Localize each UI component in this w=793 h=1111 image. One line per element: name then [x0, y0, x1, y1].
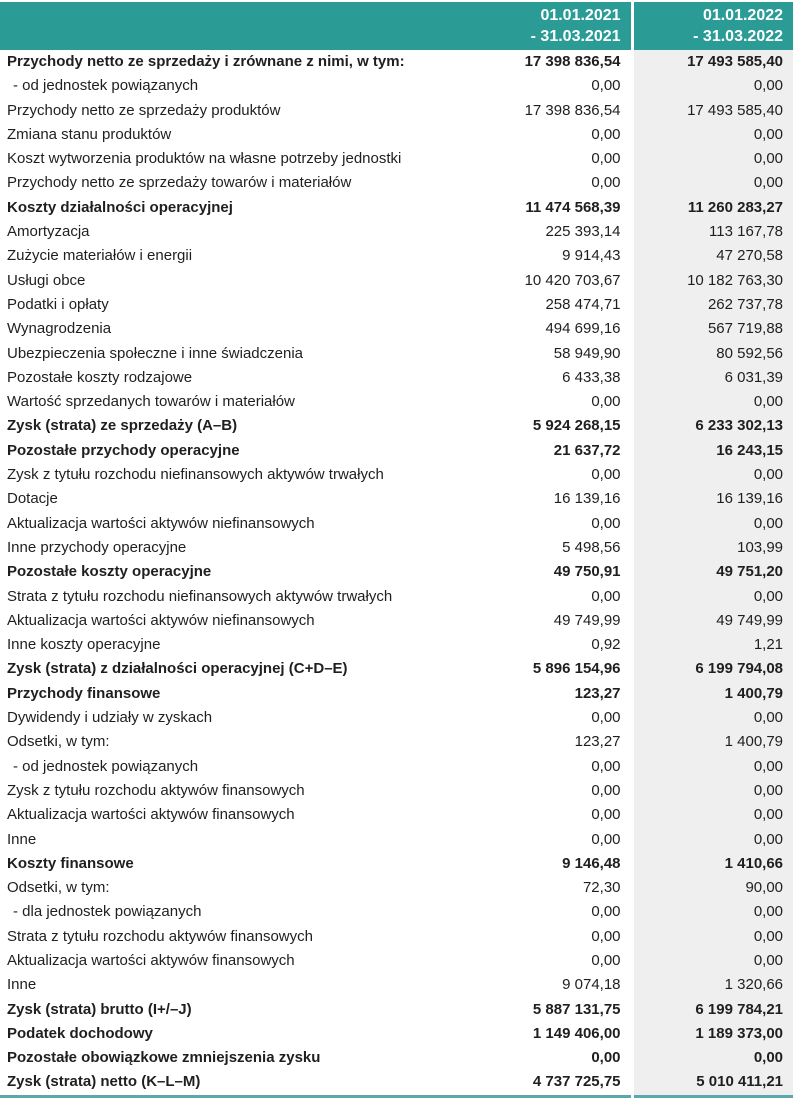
row-label: Inne — [7, 830, 37, 848]
row-label: Zysk z tytułu rozchodu niefinansowych aktywów trwałych — [7, 466, 384, 484]
value-2022: 11 260 283,27 — [632, 196, 793, 220]
value-2021: 16 139,16 — [553, 490, 621, 508]
row-label: - od jednostek powiązanych — [13, 77, 199, 95]
row-label: Odsetki, w tym: — [7, 879, 110, 897]
value-2021: 0,00 — [591, 514, 621, 532]
value-2021: 0,00 — [591, 125, 621, 143]
row-label: Przychody netto ze sprzedaży towarów i materiałów — [7, 174, 352, 192]
value-2022: 1 400,79 — [632, 682, 793, 706]
value-2021: 0,00 — [591, 466, 621, 484]
table-row — [0, 560, 793, 584]
value-2021: 4 737 725,75 — [532, 1073, 621, 1091]
value-2022: 0,00 — [632, 755, 793, 779]
value-2022: 16 243,15 — [632, 439, 793, 463]
period-2022-line1: 01.01.2022 — [702, 6, 784, 24]
value-2021: 5 924 268,15 — [532, 417, 621, 435]
row-label: Dywidendy i udziały w zyskach — [7, 709, 213, 727]
value-2021: 10 420 703,67 — [524, 271, 621, 289]
row-label: Pozostałe koszty operacyjne — [7, 563, 212, 581]
value-2022: 0,00 — [632, 585, 793, 609]
value-2022: 262 737,78 — [632, 293, 793, 317]
value-2022: 1,21 — [632, 633, 793, 657]
value-2022: 80 592,56 — [632, 342, 793, 366]
table-row — [0, 414, 793, 438]
table-row — [0, 755, 793, 779]
value-2022: 113 167,78 — [632, 220, 793, 244]
value-2022: 0,00 — [632, 900, 793, 924]
value-2021: 5 887 131,75 — [532, 1000, 621, 1018]
value-2022: 0,00 — [632, 512, 793, 536]
table-row — [0, 828, 793, 852]
table-row — [0, 682, 793, 706]
value-2022: 90,00 — [632, 876, 793, 900]
row-label: Przychody netto ze sprzedaży produktów — [7, 101, 281, 119]
period-2022-line2: - 31.03.2022 — [693, 27, 784, 45]
value-2021: 1 149 406,00 — [532, 1024, 621, 1042]
value-2021: 0,00 — [591, 709, 621, 727]
row-label: Pozostałe obowiązkowe zmniejszenia zysku — [7, 1049, 321, 1067]
row-label: Zysk (strata) z działalności operacyjnej (C+D–E) — [7, 660, 348, 678]
value-2021: 9 914,43 — [562, 247, 621, 265]
row-label: Ubezpieczenia społeczne i inne świadczenia — [7, 344, 304, 362]
table-row — [0, 293, 793, 317]
row-label: Zysk z tytułu rozchodu aktywów finansowych — [7, 781, 305, 799]
row-label: Zysk (strata) brutto (I+/–J) — [7, 1000, 192, 1018]
row-label: Podatek dochodowy — [7, 1024, 153, 1042]
value-2021: 0,00 — [591, 757, 621, 775]
value-2021: 21 637,72 — [553, 441, 621, 459]
row-label: Inne — [7, 976, 37, 994]
table-row — [0, 463, 793, 487]
row-label: Podatki i opłaty — [7, 295, 109, 313]
period-column-header-2022 — [632, 2, 793, 50]
row-label: - dla jednostek powiązanych — [13, 903, 202, 921]
value-2022: 6 199 794,08 — [632, 657, 793, 681]
value-2021: 225 393,14 — [545, 223, 621, 241]
value-2022: 49 749,99 — [632, 609, 793, 633]
profit-and-loss-table — [0, 2, 793, 1098]
value-2022: 0,00 — [632, 803, 793, 827]
value-2022: 0,00 — [632, 949, 793, 973]
value-2021: 11 474 568,39 — [525, 198, 621, 216]
table-row — [0, 269, 793, 293]
table-row — [0, 487, 793, 511]
table-row — [0, 609, 793, 633]
value-2022: 1 400,79 — [632, 730, 793, 754]
table-row — [0, 925, 793, 949]
table-row — [0, 196, 793, 220]
table-row — [0, 366, 793, 390]
value-2021: 49 750,91 — [553, 563, 621, 581]
value-2022: 0,00 — [632, 706, 793, 730]
table-row — [0, 512, 793, 536]
value-2022: 0,00 — [632, 779, 793, 803]
row-label: Zysk (strata) netto (K–L–M) — [7, 1073, 201, 1091]
value-2022: 10 182 763,30 — [632, 269, 793, 293]
table-row — [0, 779, 793, 803]
table-row — [0, 171, 793, 195]
row-label: Zysk (strata) ze sprzedaży (A–B) — [7, 417, 238, 435]
value-2021: 0,00 — [591, 150, 621, 168]
value-2021: 0,00 — [591, 174, 621, 192]
row-label: Pozostałe koszty rodzajowe — [7, 368, 193, 386]
row-label: Zużycie materiałów i energii — [7, 247, 193, 265]
value-2021: 0,00 — [591, 1049, 621, 1067]
table-row — [0, 99, 793, 123]
value-2021: 123,27 — [574, 684, 621, 702]
table-row — [0, 1070, 793, 1096]
value-2021: 72,30 — [582, 879, 621, 897]
value-2022: 5 010 411,21 — [632, 1070, 793, 1096]
table-row — [0, 342, 793, 366]
row-label: Wartość sprzedanych towarów i materiałów — [7, 393, 295, 411]
period-2021-line1: 01.01.2021 — [540, 6, 621, 24]
row-label: Strata z tytułu rozchodu aktywów finansowych — [7, 927, 313, 945]
row-label: Aktualizacja wartości aktywów finansowych — [7, 951, 295, 969]
table-row — [0, 220, 793, 244]
value-2022: 0,00 — [632, 390, 793, 414]
value-2022: 6 031,39 — [632, 366, 793, 390]
value-2022: 1 189 373,00 — [632, 1022, 793, 1046]
row-label: Przychody finansowe — [7, 684, 161, 702]
row-label: Aktualizacja wartości aktywów niefinansowych — [7, 514, 315, 532]
table-row — [0, 706, 793, 730]
table-row — [0, 50, 793, 74]
value-2022: 567 719,88 — [632, 317, 793, 341]
value-2021: 0,00 — [591, 587, 621, 605]
row-label: Inne koszty operacyjne — [7, 636, 161, 654]
table-row — [0, 1022, 793, 1046]
table-row — [0, 998, 793, 1022]
table-row — [0, 244, 793, 268]
header-row — [0, 2, 793, 50]
table-row — [0, 730, 793, 754]
table-row — [0, 390, 793, 414]
value-2021: 0,00 — [591, 903, 621, 921]
value-2022: 0,00 — [632, 925, 793, 949]
row-label: Pozostałe przychody operacyjne — [7, 441, 240, 459]
value-2021: 6 433,38 — [562, 368, 621, 386]
row-label: Koszty działalności operacyjnej — [7, 198, 233, 216]
value-2021: 58 949,90 — [553, 344, 621, 362]
value-2021: 0,00 — [591, 806, 621, 824]
row-label: Odsetki, w tym: — [7, 733, 110, 751]
value-2021: 0,00 — [591, 77, 621, 95]
table-row — [0, 439, 793, 463]
value-2021: 9 074,18 — [562, 976, 621, 994]
value-2022: 17 493 585,40 — [632, 50, 793, 74]
row-label: Dotacje — [7, 490, 58, 508]
table-row — [0, 803, 793, 827]
value-2021: 494 699,16 — [545, 320, 621, 338]
row-label: Zmiana stanu produktów — [7, 125, 172, 143]
value-2021: 0,92 — [591, 636, 621, 654]
table-row — [0, 876, 793, 900]
row-label: Koszty finansowe — [7, 854, 134, 872]
value-2022: 0,00 — [632, 123, 793, 147]
table-row — [0, 74, 793, 98]
value-2021: 17 398 836,54 — [524, 53, 621, 70]
table-row — [0, 657, 793, 681]
value-2021: 258 474,71 — [545, 295, 621, 313]
value-2021: 0,00 — [591, 393, 621, 411]
row-label: Usługi obce — [7, 271, 86, 289]
table-row — [0, 585, 793, 609]
table-body — [0, 50, 793, 1096]
row-label: Strata z tytułu rozchodu niefinansowych aktywów trwałych — [7, 587, 393, 605]
value-2021: 0,00 — [591, 830, 621, 848]
table-row — [0, 147, 793, 171]
value-2021: 9 146,48 — [562, 854, 621, 872]
table-row — [0, 973, 793, 997]
row-label: Aktualizacja wartości aktywów finansowych — [7, 806, 295, 824]
value-2022: 49 751,20 — [632, 560, 793, 584]
value-2022: 6 233 302,13 — [632, 414, 793, 438]
value-2022: 0,00 — [632, 74, 793, 98]
value-2021: 0,00 — [591, 951, 621, 969]
value-2022: 47 270,58 — [632, 244, 793, 268]
value-2022: 0,00 — [632, 147, 793, 171]
value-2022: 0,00 — [632, 463, 793, 487]
row-label: Aktualizacja wartości aktywów niefinansowych — [7, 611, 315, 629]
row-label: - od jednostek powiązanych — [13, 757, 199, 775]
row-label: Amortyzacja — [7, 223, 90, 241]
value-2022: 1 410,66 — [632, 852, 793, 876]
value-2022: 0,00 — [632, 828, 793, 852]
row-label: Wynagrodzenia — [7, 320, 112, 338]
table-row — [0, 1046, 793, 1070]
period-2021-line2: - 31.03.2021 — [530, 27, 621, 45]
period-column-header-2021 — [0, 2, 632, 50]
value-2021: 123,27 — [574, 733, 621, 751]
table-row — [0, 536, 793, 560]
value-2022: 6 199 784,21 — [632, 998, 793, 1022]
value-2021: 0,00 — [591, 927, 621, 945]
value-2021: 49 749,99 — [553, 611, 621, 629]
value-2022: 0,00 — [632, 1046, 793, 1070]
value-2022: 1 320,66 — [632, 973, 793, 997]
value-2021: 5 896 154,96 — [532, 660, 621, 678]
table-row — [0, 633, 793, 657]
value-2022: 16 139,16 — [632, 487, 793, 511]
value-2022: 0,00 — [632, 171, 793, 195]
table-row — [0, 123, 793, 147]
row-label: Koszt wytworzenia produktów na własne potrzeby jednostki — [7, 150, 402, 168]
table-header — [0, 2, 793, 50]
value-2022: 103,99 — [632, 536, 793, 560]
value-2021: 5 498,56 — [562, 538, 621, 556]
value-2021: 17 398 836,54 — [524, 101, 621, 119]
row-label: Inne przychody operacyjne — [7, 538, 187, 556]
table-row — [0, 949, 793, 973]
value-2021: 0,00 — [591, 781, 621, 799]
row-label: Przychody netto ze sprzedaży i zrównane z nimi, w tym: — [7, 53, 405, 70]
table-row — [0, 900, 793, 924]
value-2022: 17 493 585,40 — [632, 99, 793, 123]
table-row — [0, 317, 793, 341]
table-row — [0, 852, 793, 876]
